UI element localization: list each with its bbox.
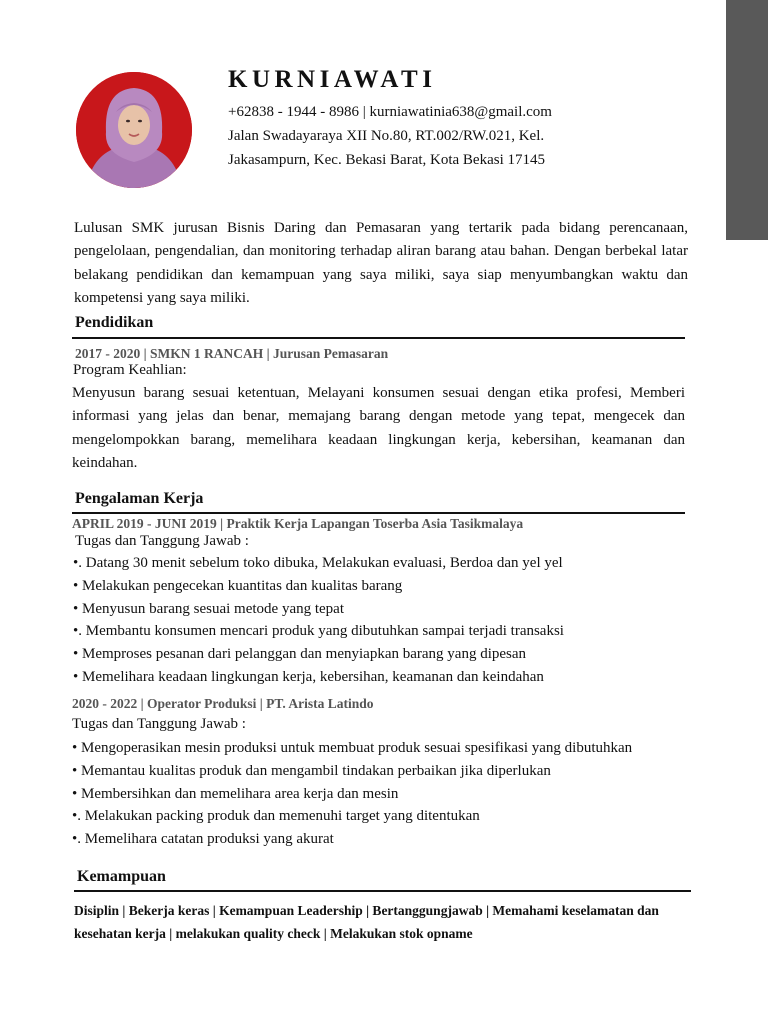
- list-item: • Membersihkan dan memelihara area kerja dan mesin: [72, 785, 399, 802]
- job-2-duties-label: Tugas dan Tanggung Jawab :: [72, 716, 246, 732]
- education-description: Menyusun barang sesuai ketentuan, Melayani konsumen sesuai dengan etika profesi, Memberi informasi yang jelas dan benar, memajang barang dengan metode yang tepat, mengecek dan mengelompokkan barang, memelihara keadaan lingkungan kerja, kebersihan, keamanan dan keindahan.: [72, 385, 685, 471]
- list-item: • Memantau kualitas produk dan mengambil tindakan perbaikan jika diperlukan: [72, 762, 551, 779]
- list-item: • Memelihara keadaan lingkungan kerja, kebersihan, keamanan dan keindahan: [73, 668, 544, 685]
- education-divider: [72, 337, 685, 339]
- address-line-2: Jakasampurn, Kec. Bekasi Barat, Kota Bekasi 17145: [228, 152, 545, 168]
- list-item: •. Melakukan packing produk dan memenuhi target yang ditentukan: [72, 808, 480, 825]
- address-line-1: Jalan Swadayaraya XII No.80, RT.002/RW.021, Kel.: [228, 128, 545, 144]
- job-2-duties-list: [72, 737, 632, 851]
- profile-photo: [76, 72, 192, 188]
- side-accent-bar: [726, 0, 768, 240]
- list-item: • Menyusun barang sesuai metode yang tepat: [73, 600, 345, 617]
- job-1-head: APRIL 2019 - JUNI 2019 | Praktik Kerja Lapangan Toserba Asia Tasikmalaya: [72, 516, 524, 531]
- experience-divider: [72, 512, 685, 514]
- skills-title: Kemampuan: [77, 868, 166, 885]
- job-1-duties-list: [73, 552, 564, 689]
- education-program-label: Program Keahlian:: [73, 362, 187, 378]
- contact-block: [228, 100, 698, 172]
- list-item: • Melakukan pengecekan kuantitas dan kualitas barang: [73, 577, 403, 594]
- list-item: •. Membantu konsumen mencari produk yang dibutuhkan sampai terjadi transaksi: [73, 623, 564, 640]
- list-item: • Memproses pesanan dari pelanggan dan menyiapkan barang yang dipesan: [73, 646, 527, 663]
- job-2-head: 2020 - 2022 | Operator Produksi | PT. Arista Latindo: [72, 696, 374, 711]
- list-item: • Mengoperasikan mesin produksi untuk membuat produk sesuai spesifikasi yang dibutuhkan: [72, 740, 633, 756]
- profile-summary: Lulusan SMK jurusan Bisnis Daring dan Pemasaran yang tertarik pada bidang perencanaan, pengelolaan, pengendalian, dan monitoring terhadap aliran barang atau bahan. Dengan berbekal latar belakang pendidikan dan kemampuan yang saya miliki, saya siap menyumbangkan waktu dan kompetensi yang saya miliki.: [74, 220, 688, 306]
- skills-text: Disiplin | Bekerja keras | Kemampuan Leadership | Bertanggungjawab | Memahami keselamatan dan kesehatan kerja | melakukan quality check | Melakukan stok opname: [74, 903, 659, 941]
- skills-divider: [74, 890, 691, 892]
- job-1-duties-label: Tugas dan Tanggung Jawab :: [75, 533, 249, 549]
- experience-title: Pengalaman Kerja: [75, 490, 204, 507]
- education-entry-head: 2017 - 2020 | SMKN 1 RANCAH | Jurusan Pemasaran: [75, 346, 389, 361]
- contact-line: +62838 - 1944 - 8986 | kurniawatinia638@gmail.com: [228, 104, 552, 120]
- education-title: Pendidikan: [75, 314, 154, 331]
- list-item: •. Datang 30 menit sebelum toko dibuka, Melakukan evaluasi, Berdoa dan yel yel: [73, 555, 563, 571]
- list-item: •. Memelihara catatan produksi yang akurat: [72, 831, 334, 848]
- candidate-name: KURNIAWATI: [228, 66, 437, 93]
